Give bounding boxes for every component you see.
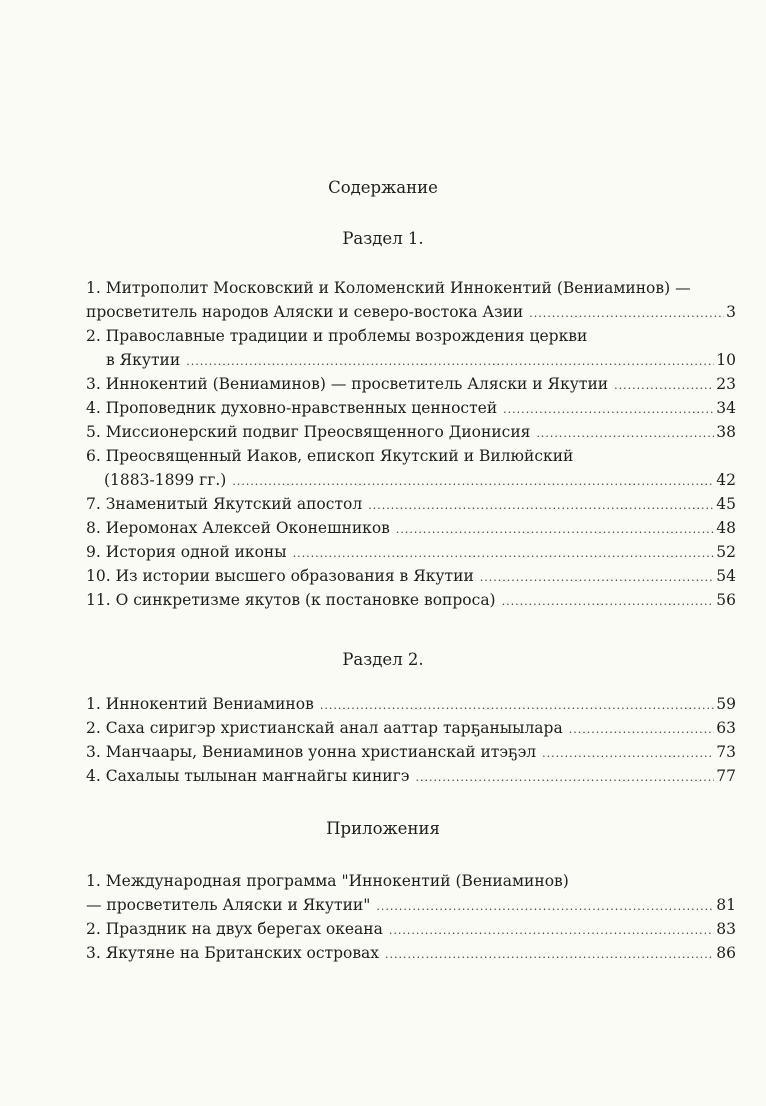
entry-text: 5. Миссионерский подвиг Преосвященного Дионисия (86, 423, 531, 441)
entry-text: 3. Якутяне на Британских островах (86, 944, 380, 962)
toc-line (86, 764, 736, 788)
page-number: 73 (716, 743, 736, 761)
toc-line (86, 740, 736, 764)
toc-entry (86, 372, 736, 396)
entry-text: 1. Митрополит Московский и Коломенский Иннокентий (Вениаминов) — (86, 279, 691, 297)
toc-line (86, 893, 736, 917)
toc-line (86, 540, 736, 564)
toc-line (86, 564, 736, 588)
section-heading-1: Раздел 1. (342, 229, 424, 248)
toc-section-appendices (86, 869, 736, 965)
page-number: 23 (716, 375, 736, 393)
leader-dots (186, 350, 714, 372)
leader-dots (293, 542, 715, 564)
leader-dots (368, 494, 714, 516)
toc-entry (86, 540, 736, 564)
toc-line (86, 941, 736, 965)
page-number: 59 (716, 695, 736, 713)
toc-line (86, 348, 736, 372)
toc-entry (86, 869, 736, 917)
toc-line (86, 444, 736, 468)
section-heading-2: Раздел 2. (342, 650, 424, 669)
entry-text: в Якутии (106, 351, 181, 369)
toc-entry (86, 444, 736, 492)
entry-text: 1. Международная программа "Иннокентий (Вениаминов) (86, 872, 569, 890)
leader-dots (536, 422, 714, 444)
page-number: 56 (716, 591, 736, 609)
toc-entry (86, 276, 736, 324)
page-number: 3 (726, 303, 736, 321)
toc-entry (86, 492, 736, 516)
toc-entry (86, 564, 736, 588)
toc-line (86, 372, 736, 396)
page-number: 48 (716, 519, 736, 537)
section-heading-appendices: Приложения (326, 819, 440, 838)
entry-text: 4. Сахалыы тылынан маҥнайгы кинигэ (86, 767, 410, 785)
toc-entry (86, 941, 736, 965)
toc-line (86, 516, 736, 540)
toc-entry (86, 716, 736, 740)
toc-line (86, 324, 736, 348)
page-number: 81 (716, 896, 736, 914)
leader-dots (389, 919, 714, 941)
leader-dots (376, 895, 714, 917)
page-number: 42 (716, 471, 736, 489)
entry-text: 2. Православные традиции и проблемы возрождения церкви (86, 327, 588, 345)
entry-text: 7. Знаменитый Якутский апостол (86, 495, 363, 513)
entry-text: 6. Преосвященный Иаков, епископ Якутский и Вилюйский (86, 447, 574, 465)
entry-text: просветитель народов Аляски и северо-востока Азии (86, 303, 524, 321)
page-number: 63 (716, 719, 736, 737)
toc-entry (86, 764, 736, 788)
leader-dots (232, 470, 714, 492)
entry-text: (1883-1899 гг.) (104, 471, 227, 489)
toc-line (86, 917, 736, 941)
toc-entry (86, 917, 736, 941)
toc-entry (86, 740, 736, 764)
entry-text: 8. Иеромонах Алексей Оконешников (86, 519, 390, 537)
leader-dots (569, 718, 715, 740)
entry-text: 10. Из истории высшего образования в Якутии (86, 567, 474, 585)
page-number: 52 (716, 543, 736, 561)
entry-text: 11. О синкретизме якутов (к постановке вопроса) (86, 591, 496, 609)
leader-dots (396, 518, 714, 540)
leader-dots (503, 398, 714, 420)
toc-line (86, 492, 736, 516)
leader-dots (415, 766, 714, 788)
leader-dots (529, 302, 724, 324)
toc-entry (86, 588, 736, 612)
entry-text: 1. Иннокентий Вениаминов (86, 695, 314, 713)
toc-line (86, 468, 736, 492)
toc-entry (86, 692, 736, 716)
page-number: 10 (716, 351, 736, 369)
toc-entry (86, 516, 736, 540)
page-number: 38 (716, 423, 736, 441)
page-number: 54 (716, 567, 736, 585)
toc-line (86, 588, 736, 612)
entry-text: 2. Саха сиригэр христианскай анал ааттар тарҕаныылара (86, 719, 563, 737)
leader-dots (502, 590, 715, 612)
toc-entry (86, 420, 736, 444)
toc-entry (86, 324, 736, 372)
toc-section-2 (86, 692, 736, 788)
page-number: 86 (716, 944, 736, 962)
leader-dots (542, 742, 714, 764)
entry-text: — просветитель Аляски и Якутии" (86, 896, 371, 914)
toc-line (86, 276, 736, 300)
entry-text: 3. Иннокентий (Вениаминов) — просветитель Аляски и Якутии (86, 375, 609, 393)
leader-dots (614, 374, 714, 396)
page-title: Содержание (328, 178, 438, 197)
page-number: 83 (716, 920, 736, 938)
toc-line (86, 716, 736, 740)
toc-line (86, 396, 736, 420)
toc-line (86, 300, 736, 324)
toc-line (86, 692, 736, 716)
leader-dots (480, 566, 714, 588)
toc-line (86, 420, 736, 444)
entry-text: 2. Праздник на двух берегах океана (86, 920, 383, 938)
toc-section-1 (86, 276, 736, 612)
page-number: 77 (716, 767, 736, 785)
page-number: 34 (716, 399, 736, 417)
entry-text: 3. Манчаары, Вениаминов уонна христианскай итэҕэл (86, 743, 537, 761)
leader-dots (320, 694, 714, 716)
page-number: 45 (716, 495, 736, 513)
toc-entry (86, 396, 736, 420)
entry-text: 9. История одной иконы (86, 543, 287, 561)
leader-dots (385, 943, 714, 965)
toc-line (86, 869, 736, 893)
entry-text: 4. Проповедник духовно-нравственных ценностей (86, 399, 498, 417)
